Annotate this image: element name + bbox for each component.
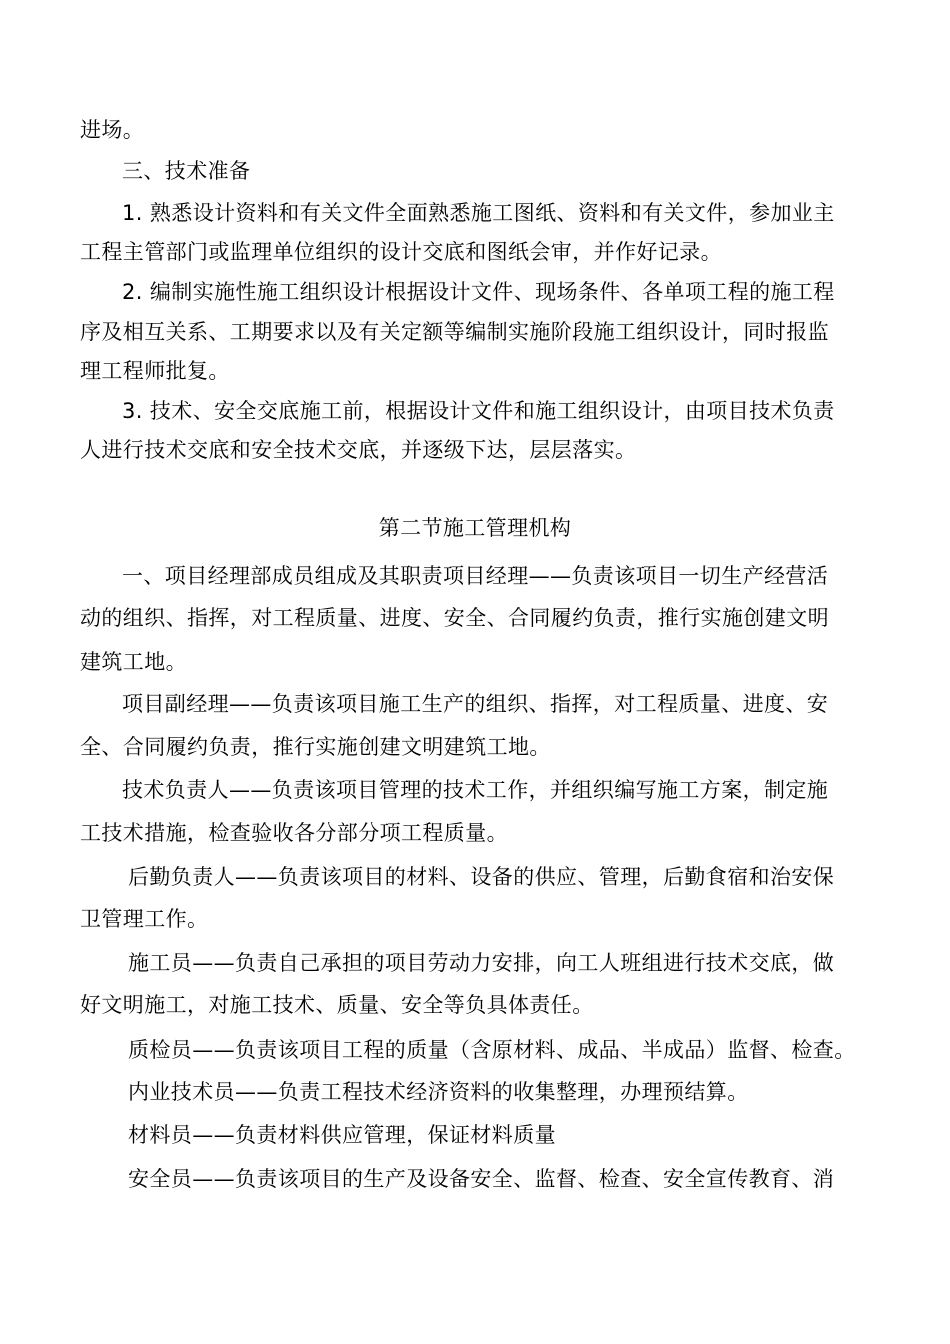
paragraph-line: 全、合同履约负责，推行实施创建文明建筑工地。: [80, 735, 551, 759]
paragraph-line: 3. 技术、安全交底施工前，根据设计文件和施工组织设计，由项目技术负责: [122, 399, 835, 423]
paragraph-line: 2. 编制实施性施工组织设计根据设计文件、现场条件、各单项工程的施工程: [122, 280, 835, 304]
paragraph-line: 进场。: [80, 118, 145, 142]
paragraph-line: 好文明施工，对施工技术、质量、安全等负具体责任。: [80, 993, 594, 1017]
paragraph-line: 项目副经理——负责该项目施工生产的组织、指挥，对工程质量、进度、安: [122, 692, 829, 716]
paragraph-line: 1. 熟悉设计资料和有关文件全面熟悉施工图纸、资料和有关文件，参加业主: [122, 201, 835, 225]
paragraph-line: 卫管理工作。: [80, 907, 209, 931]
section-heading: 三、技术准备: [122, 159, 251, 183]
section-title: 第二节施工管理机构: [378, 516, 572, 540]
paragraph-line: 工技术措施，检查验收各分部分项工程质量。: [80, 821, 508, 845]
paragraph-line: 理工程师批复。: [80, 359, 230, 383]
paragraph-line: 动的组织、指挥，对工程质量、进度、安全、合同履约负责，推行实施创建文明: [80, 606, 829, 630]
paragraph-line: 施工员——负责自己承担的项目劳动力安排，向工人班组进行技术交底，做: [128, 951, 835, 975]
paragraph-line: 材料员——负责材料供应管理，保证材料质量: [128, 1123, 556, 1147]
paragraph-line: 工程主管部门或监理单位组织的设计交底和图纸会审，并作好记录。: [80, 240, 722, 264]
paragraph-line: 建筑工地。: [80, 650, 187, 674]
paragraph-line: 安全员——负责该项目的生产及设备安全、监督、检查、安全宣传教育、消: [128, 1167, 835, 1191]
paragraph-line: 内业技术员——负责工程技术经济资料的收集整理，办理预结算。: [128, 1080, 749, 1104]
paragraph-line: 人进行技术交底和安全技术交底，并逐级下达，层层落实。: [80, 438, 637, 462]
paragraph-line: 质检员——负责该项目工程的质量（含原材料、成品、半成品）监督、检查。: [128, 1038, 856, 1062]
paragraph-line: 序及相互关系、工期要求以及有关定额等编制实施阶段施工组织设计，同时报监: [80, 320, 829, 344]
paragraph-line: 一、项目经理部成员组成及其职责项目经理——负责该项目一切生产经营活: [122, 564, 829, 588]
paragraph-line: 后勤负责人——负责该项目的材料、设备的供应、管理，后勤食宿和治安保: [128, 865, 835, 889]
paragraph-line: 技术负责人——负责该项目管理的技术工作，并组织编写施工方案，制定施: [122, 778, 829, 802]
